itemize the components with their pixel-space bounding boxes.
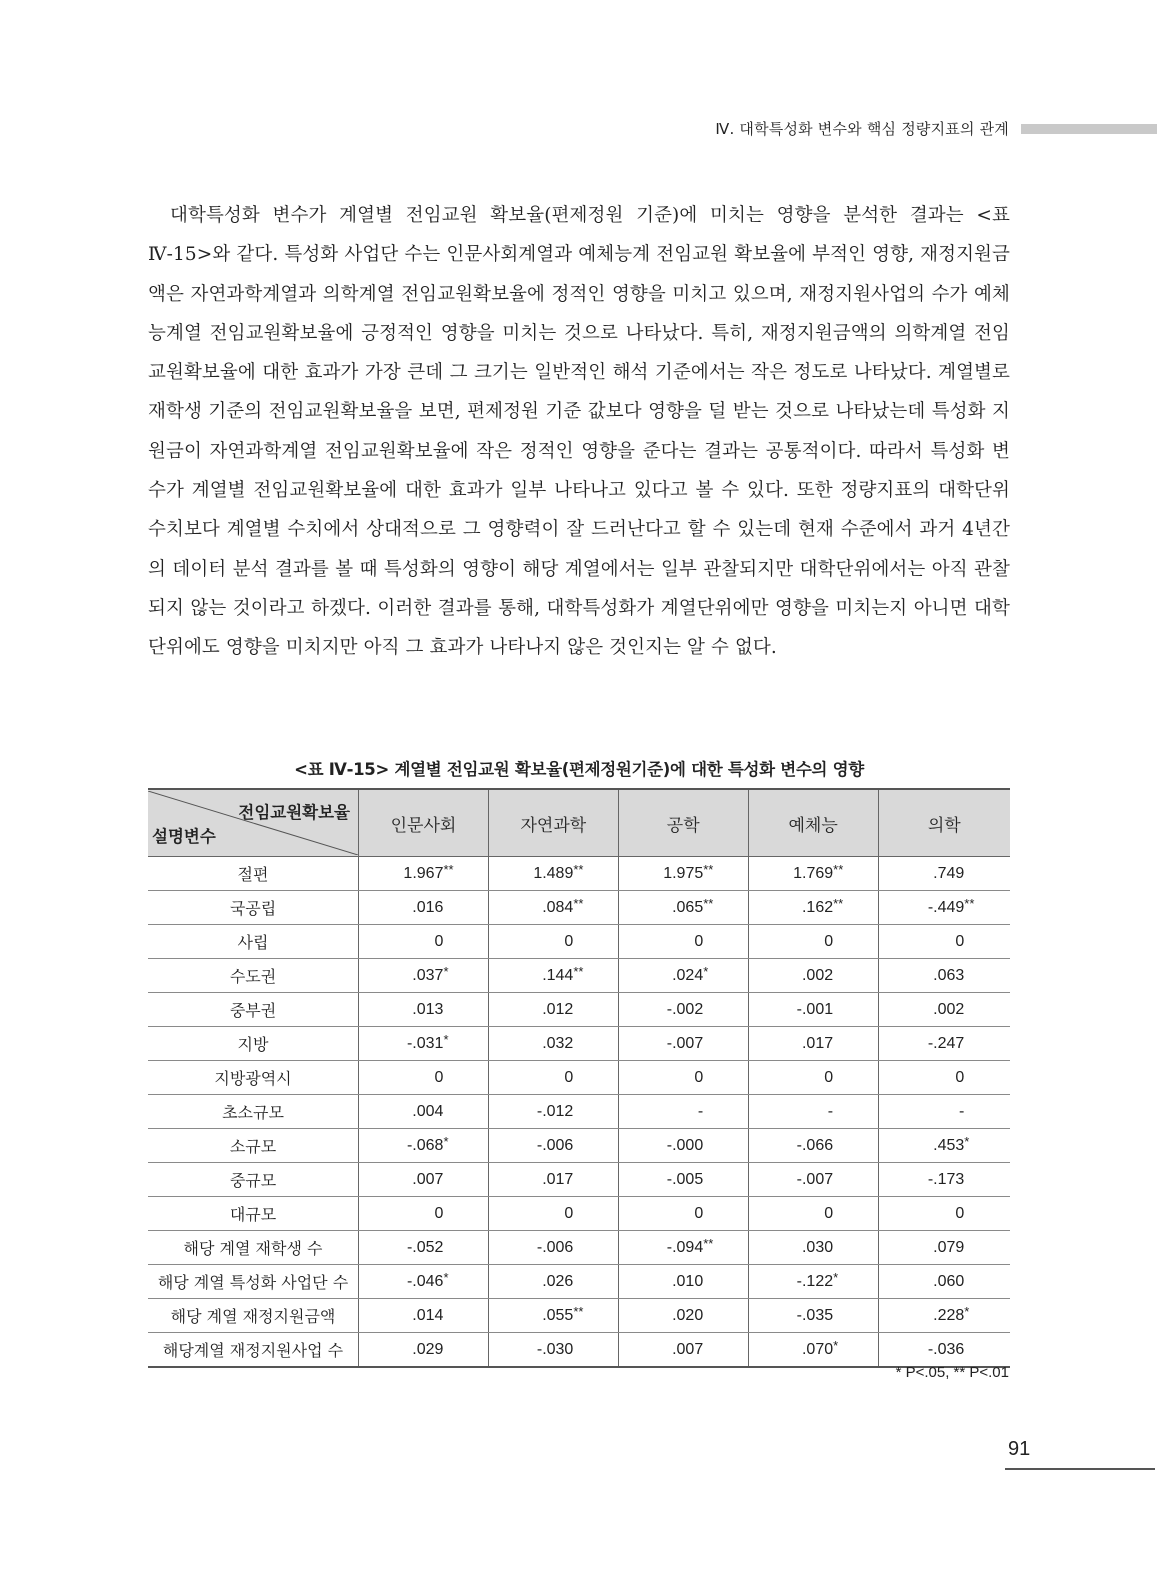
cell-value: .228 [933, 1306, 965, 1324]
table-cell [878, 1197, 1010, 1231]
significance-marker: ** [703, 861, 714, 877]
table-body [148, 857, 1010, 1368]
cell-value: -.449 [927, 898, 965, 916]
running-header-bar [1021, 124, 1157, 134]
cell-value: .030 [801, 1238, 834, 1256]
cell-value: .014 [412, 1306, 444, 1324]
table-cell [488, 1163, 618, 1197]
table-cell [748, 1197, 878, 1231]
table-row [148, 1129, 1010, 1163]
cell-value: 1.489 [533, 864, 574, 882]
significance-marker: * [964, 1303, 970, 1319]
cell-value: -.035 [796, 1306, 834, 1324]
row-label: 중부권 [148, 993, 359, 1027]
table-cell [748, 891, 878, 925]
cell-value: -.068 [406, 1136, 444, 1154]
cell-value: 0 [824, 1204, 834, 1222]
cell-value: 0 [564, 1068, 574, 1086]
table-cell [748, 1299, 878, 1333]
running-header-title: Ⅳ. 대학특성화 변수와 핵심 정량지표의 관계 [715, 120, 1009, 138]
table-cell [488, 857, 618, 891]
cell-value: 0 [955, 932, 965, 950]
table-cell [488, 1299, 618, 1333]
table-cell [488, 1061, 618, 1095]
cell-value: .020 [672, 1306, 704, 1324]
cell-value: 0 [434, 1204, 444, 1222]
cell-value: 0 [434, 1068, 444, 1086]
table-row [148, 1265, 1010, 1299]
significance-marker: * [964, 1133, 970, 1149]
significance-marker: * [443, 1133, 449, 1149]
table-cell [878, 1095, 1010, 1129]
cell-value: -.005 [666, 1170, 704, 1188]
cell-value: -.001 [796, 1000, 834, 1018]
table-cell [488, 1129, 618, 1163]
table-row [148, 1197, 1010, 1231]
cell-value: .032 [542, 1034, 574, 1052]
table-cell [878, 959, 1010, 993]
page-number: 91 [1008, 1438, 1031, 1460]
significance-marker: * [833, 1337, 839, 1353]
cell-value: 0 [955, 1068, 965, 1086]
cell-value: 0 [564, 1204, 574, 1222]
column-header: 인문사회 [359, 789, 489, 857]
table-row [148, 1027, 1010, 1061]
table-cell [618, 857, 748, 891]
cell-value: -.094 [666, 1238, 704, 1256]
table-cell [488, 1095, 618, 1129]
table-cell [878, 1129, 1010, 1163]
cell-value: .007 [672, 1340, 704, 1358]
table-cell [748, 1163, 878, 1197]
table-cell [748, 857, 878, 891]
table-row [148, 959, 1010, 993]
cell-value: .065 [672, 898, 704, 916]
table-cell [359, 1231, 489, 1265]
cell-value: -.066 [796, 1136, 834, 1154]
table-row [148, 1095, 1010, 1129]
regression-table [148, 788, 1010, 1368]
cell-value: .007 [412, 1170, 444, 1188]
table-cell [618, 1095, 748, 1129]
table-cell [618, 1061, 748, 1095]
table-cell [359, 1299, 489, 1333]
table-cell [359, 1265, 489, 1299]
cell-value: 0 [564, 932, 574, 950]
table-cell [878, 1299, 1010, 1333]
cell-value: -.031 [406, 1034, 444, 1052]
table-cell [359, 1197, 489, 1231]
row-label: 중규모 [148, 1163, 359, 1197]
table-cell [618, 1299, 748, 1333]
significance-marker: ** [573, 861, 584, 877]
cell-value: 1.769 [793, 864, 834, 882]
significance-marker: ** [573, 963, 584, 979]
table-cell [359, 959, 489, 993]
row-label: 국공립 [148, 891, 359, 925]
table-cell [488, 959, 618, 993]
running-header [0, 112, 1157, 146]
table-cell [488, 891, 618, 925]
row-label: 지방 [148, 1027, 359, 1061]
table-cell [618, 1163, 748, 1197]
table-row [148, 857, 1010, 891]
cell-value: .013 [412, 1000, 444, 1018]
table-cell [748, 925, 878, 959]
cell-value: -.000 [666, 1136, 704, 1154]
body-paragraph: 대학특성화 변수가 계열별 전임교원 확보율(편제정원 기준)에 미치는 영향을 분석한 결과는 <표 Ⅳ-15>와 같다. 특성화 사업단 수는 인문사회계열과 예체능계 전임교원 확보율에 부적인 영향, 재정지원금액은 자연과학계열과 의학계열 전임교원확보율에 정적인 영향을 미치고 있으며, 재정지원사업의 수가 예체능계열 전임교원확보율에 긍정적인 영향을 미치는 것으로 나타났다. 특히, 재정지원금액의 의학계열 전임교원확보율에 대한 효과가 가장 큰데 그 크기는 일반적인 해석 기준에서는 작은 정도로 나타났다. 계열별로 재학생 기준의 전임교원확보율을 보면, 편제정원 기준 값보다 영향을 덜 받는 것으로 나타났는데 특성화 지원금이 자연과학계열 전임교원확보율에 작은 정적인 영향을 준다는 결과는 공통적이다. 따라서 특성화 변수가 계열별 전임교원확보율에 대한 효과가 일부 나타나고 있다고 볼 수 있다. 또한 정량지표의 대학단위 수치보다 계열별 수치에서 상대적으로 그 영향력이 잘 드러난다고 할 수 있는데 현재 수준에서 과거 4년간의 데이터 분석 결과를 볼 때 특성화의 영향이 해당 계열에서는 일부 관찰되지만 대학단위에서는 아직 관찰되지 않는 것이라고 하겠다. 이러한 결과를 통해, 대학특성화가 계열단위에만 영향을 미치는지 아니면 대학단위에도 영향을 미치지만 아직 그 효과가 나타나지 않은 것인지는 알 수 없다. [148, 205, 1010, 659]
row-label: 해당 계열 재학생 수 [148, 1231, 359, 1265]
row-label: 해당계열 재정지원사업 수 [148, 1333, 359, 1368]
table-cell [618, 1027, 748, 1061]
cell-value: .026 [542, 1272, 574, 1290]
row-label: 해당 계열 재정지원금액 [148, 1299, 359, 1333]
cell-value: .749 [933, 864, 965, 882]
significance-marker: * [443, 1031, 449, 1047]
cell-value: -.006 [536, 1136, 574, 1154]
significance-marker: ** [703, 1235, 714, 1251]
significance-marker: ** [964, 895, 975, 911]
significance-marker: ** [703, 895, 714, 911]
significance-marker: ** [443, 861, 454, 877]
cell-value: .029 [412, 1340, 444, 1358]
page-number-rule [1005, 1468, 1155, 1470]
cell-value: .004 [412, 1102, 444, 1120]
table-cell [488, 1231, 618, 1265]
cell-value: .162 [801, 898, 834, 916]
cell-value: .012 [542, 1000, 574, 1018]
row-label: 초소규모 [148, 1095, 359, 1129]
column-header: 공학 [618, 789, 748, 857]
cell-value: .024 [672, 966, 704, 984]
table-cell [748, 1095, 878, 1129]
cell-value: 0 [694, 1068, 704, 1086]
significance-marker: * [443, 963, 449, 979]
table-cell [878, 857, 1010, 891]
row-label: 사립 [148, 925, 359, 959]
table-cell [748, 1027, 878, 1061]
cell-value: -.006 [536, 1238, 574, 1256]
table-cell [748, 1333, 878, 1368]
significance-marker: ** [833, 895, 844, 911]
cell-value: .017 [542, 1170, 574, 1188]
cell-value: 0 [694, 932, 704, 950]
significance-marker: ** [833, 861, 844, 877]
cell-value: .084 [542, 898, 574, 916]
table-cell [618, 1265, 748, 1299]
row-label: 소규모 [148, 1129, 359, 1163]
table-cell [878, 1027, 1010, 1061]
table-cell [878, 1333, 1010, 1368]
cell-value: -.002 [666, 1000, 704, 1018]
table-cell [748, 993, 878, 1027]
cell-value: - [827, 1102, 834, 1120]
table-cell [878, 1231, 1010, 1265]
significance-marker: ** [573, 1303, 584, 1319]
cell-value: .017 [801, 1034, 834, 1052]
significance-marker: * [833, 1269, 839, 1285]
table-row [148, 925, 1010, 959]
cell-value: -.046 [406, 1272, 444, 1290]
table-cell [618, 993, 748, 1027]
cell-value: .010 [672, 1272, 704, 1290]
corner-top-label: 전임교원확보율 [238, 804, 350, 822]
table-cell [359, 891, 489, 925]
table-cell [359, 1095, 489, 1129]
table-cell [618, 1231, 748, 1265]
row-label: 절편 [148, 857, 359, 891]
table-cell [488, 1197, 618, 1231]
table-row [148, 1299, 1010, 1333]
cell-value: .453 [933, 1136, 965, 1154]
cell-value: -.012 [536, 1102, 574, 1120]
table-cell [359, 1061, 489, 1095]
cell-value: .060 [933, 1272, 965, 1290]
table-cell [359, 1333, 489, 1368]
cell-value: 0 [824, 1068, 834, 1086]
cell-value: 1.975 [663, 864, 704, 882]
cell-value: - [697, 1102, 704, 1120]
table-cell [878, 891, 1010, 925]
cell-value: .063 [933, 966, 965, 984]
table-cell [878, 993, 1010, 1027]
cell-value: .055 [542, 1306, 574, 1324]
table-cell [878, 1265, 1010, 1299]
cell-value: .002 [801, 966, 834, 984]
table-cell [878, 1061, 1010, 1095]
table-cell [359, 1129, 489, 1163]
row-label: 해당 계열 특성화 사업단 수 [148, 1265, 359, 1299]
significance-marker: * [443, 1269, 449, 1285]
table-cell [488, 1027, 618, 1061]
column-header: 자연과학 [488, 789, 618, 857]
table-cell [359, 857, 489, 891]
row-label: 지방광역시 [148, 1061, 359, 1095]
cell-value: -.007 [796, 1170, 834, 1188]
cell-value: - [958, 1102, 965, 1120]
table-row [148, 1061, 1010, 1095]
table-cell [359, 1027, 489, 1061]
table-row [148, 1231, 1010, 1265]
table-row [148, 891, 1010, 925]
table-cell [488, 1333, 618, 1368]
cell-value: .002 [933, 1000, 965, 1018]
table-cell [748, 1129, 878, 1163]
table-cell [878, 1163, 1010, 1197]
cell-value: .016 [412, 898, 444, 916]
table-cell [748, 1061, 878, 1095]
table-header-row [148, 789, 1010, 857]
table-cell [488, 925, 618, 959]
cell-value: 0 [694, 1204, 704, 1222]
cell-value: 0 [955, 1204, 965, 1222]
table-cell [488, 993, 618, 1027]
cell-value: 0 [824, 932, 834, 950]
table-row [148, 1163, 1010, 1197]
table-cell [488, 1265, 618, 1299]
table-cell [618, 891, 748, 925]
cell-value: .144 [542, 966, 574, 984]
row-label: 수도권 [148, 959, 359, 993]
cell-value: -.007 [666, 1034, 704, 1052]
table-cell [359, 993, 489, 1027]
table-cell [748, 959, 878, 993]
significance-note: * P<.05, ** P<.01 [895, 1364, 1009, 1381]
row-label: 대규모 [148, 1197, 359, 1231]
column-header: 예체능 [748, 789, 878, 857]
table-cell [618, 1333, 748, 1368]
column-header: 의학 [878, 789, 1010, 857]
table-cell [748, 1265, 878, 1299]
cell-value: 0 [434, 932, 444, 950]
table-row [148, 993, 1010, 1027]
table-corner-cell [148, 789, 359, 857]
table-cell [878, 925, 1010, 959]
table-cell [618, 1129, 748, 1163]
cell-value: .070 [801, 1340, 834, 1358]
cell-value: -.030 [536, 1340, 574, 1358]
significance-marker: ** [573, 895, 584, 911]
corner-bottom-label: 설명변수 [152, 828, 216, 846]
table-row [148, 1333, 1010, 1368]
cell-value: 1.967 [403, 864, 444, 882]
table-cell [359, 925, 489, 959]
cell-value: -.036 [927, 1340, 965, 1358]
cell-value: -.173 [927, 1170, 965, 1188]
table-cell [748, 1231, 878, 1265]
table-cell [618, 925, 748, 959]
cell-value: .037 [412, 966, 444, 984]
cell-value: .079 [933, 1238, 965, 1256]
cell-value: -.052 [406, 1238, 444, 1256]
table-cell [618, 959, 748, 993]
table-cell [618, 1197, 748, 1231]
table-cell [359, 1163, 489, 1197]
significance-marker: * [703, 963, 709, 979]
cell-value: -.247 [927, 1034, 965, 1052]
cell-value: -.122 [796, 1272, 834, 1290]
table-title: <표 Ⅳ-15> 계열별 전임교원 확보율(편제정원기준)에 대한 특성화 변수의 영향 [294, 760, 864, 779]
